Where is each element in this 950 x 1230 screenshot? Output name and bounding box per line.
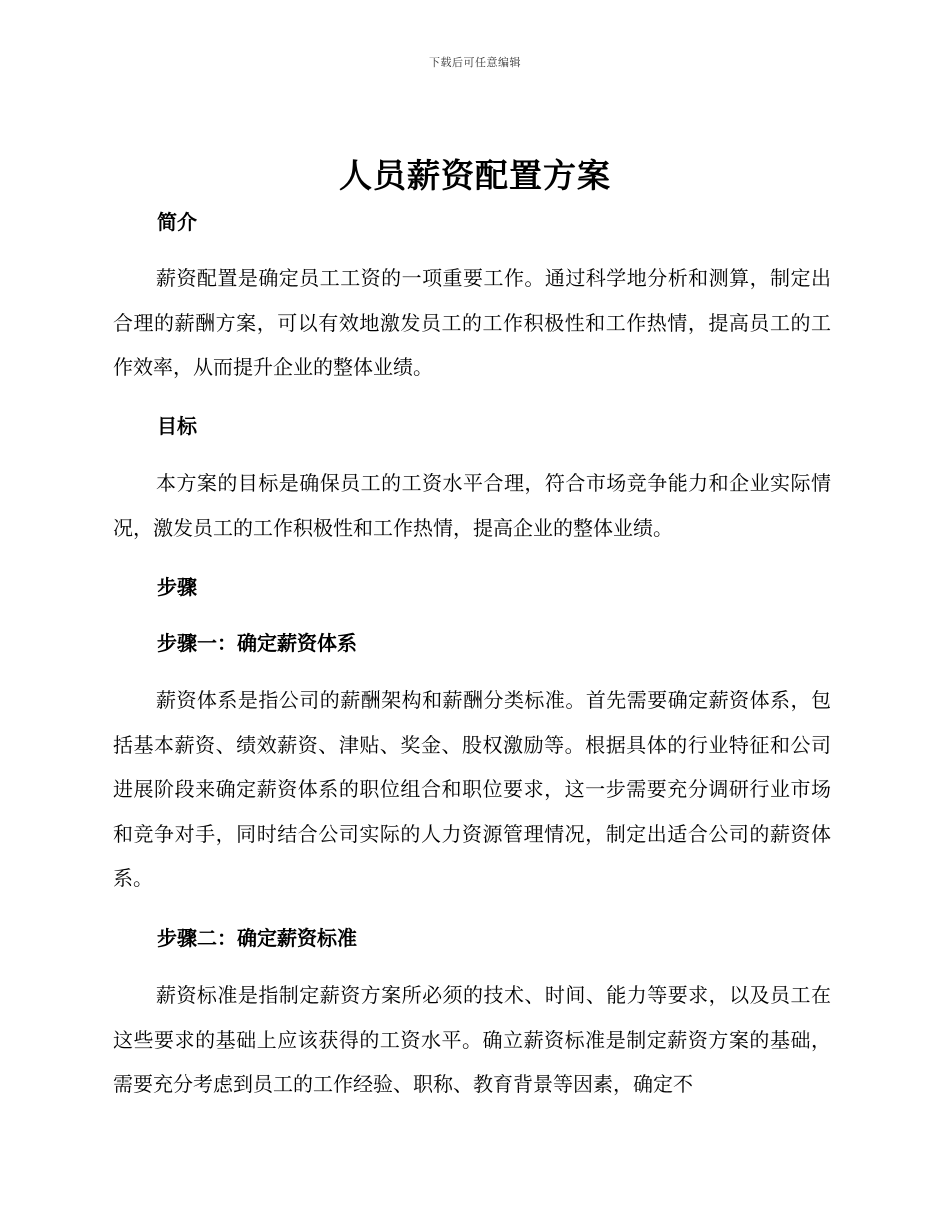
- step2-paragraph: 薪资标准是指制定薪资方案所必须的技术、时间、能力等要求，以及员工在这些要求的基础上应该获得的工资水平。确立薪资标准是制定薪资方案的基础，需要充分考虑到员工的工作经验、职称、教育背景等因素，确定不: [113, 983, 831, 1096]
- step1-heading: 步骤一：确定薪资体系: [157, 631, 357, 655]
- step1-paragraph: 薪资体系是指公司的薪酬架构和薪酬分类标准。首先需要确定薪资体系，包括基本薪资、绩效薪资、津贴、奖金、股权激励等。根据具体的行业特征和公司进展阶段来确定薪资体系的职位组合和职位要求，这一步需要充分调研行业市场和竞争对手，同时结合公司实际的人力资源管理情况，制定出适合公司的薪资体系。: [113, 688, 831, 890]
- document-title: 人员薪资配置方案: [339, 156, 611, 195]
- step2-heading: 步骤二：确定薪资标准: [157, 926, 357, 950]
- goal-paragraph: 本方案的目标是确保员工的工资水平合理，符合市场竞争能力和企业实际情况，激发员工的工作积极性和工作热情，提高企业的整体业绩。: [113, 471, 831, 540]
- intro-heading: 简介: [157, 210, 197, 234]
- header-note: 下载后可任意编辑: [429, 56, 521, 69]
- goal-heading: 目标: [157, 414, 197, 438]
- steps-heading: 步骤: [157, 575, 197, 599]
- intro-paragraph: 薪资配置是确定员工工资的一项重要工作。通过科学地分析和测算，制定出合理的薪酬方案，可以有效地激发员工的工作积极性和工作热情，提高员工的工作效率，从而提升企业的整体业绩。: [113, 266, 831, 379]
